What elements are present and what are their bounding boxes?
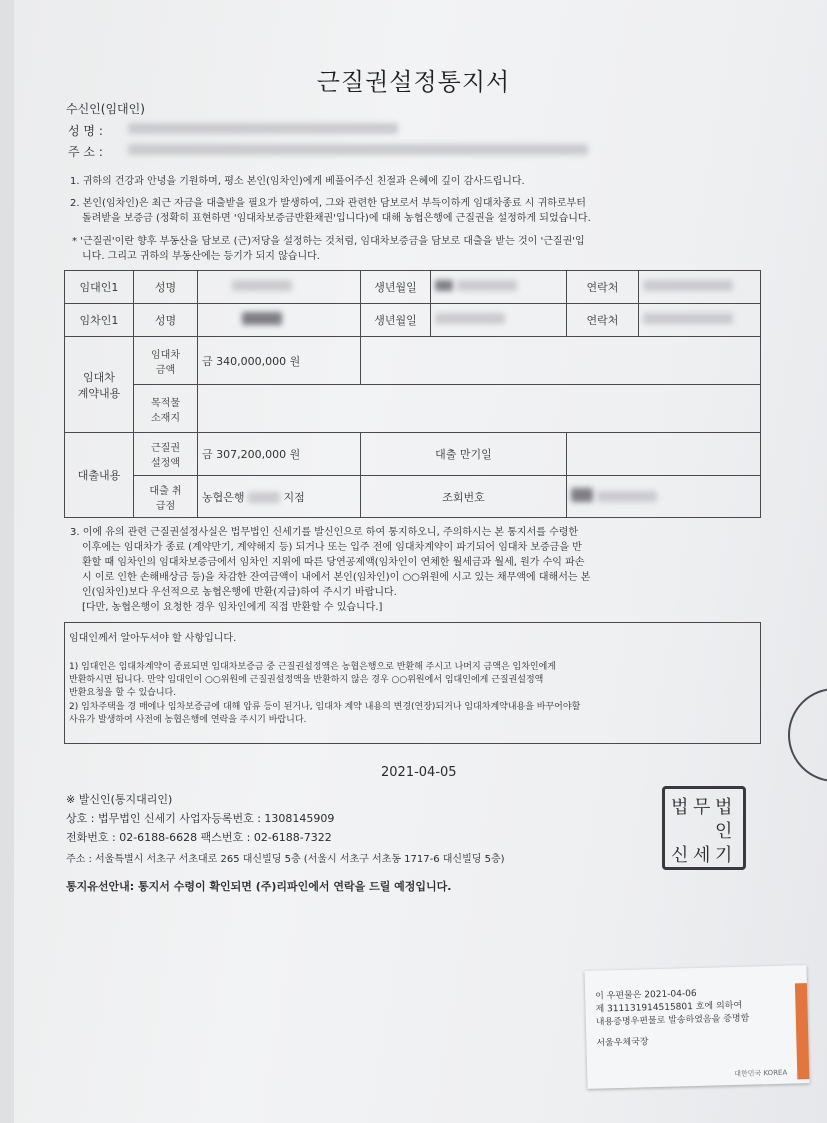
contract-section-label: 임대차 계약내용	[65, 337, 134, 433]
paragraph-3-line-1: 3. 이에 유의 관련 근질권설정사실은 법무법인 신세기를 발신인으로 하여 통지하오니, 주의하시는 본 통지서를 수령한	[70, 527, 579, 538]
paragraph-3-line-6: [다만, 농협은행이 요청한 경우 임차인에게 직접 반환할 수 있습니다.]	[82, 602, 383, 613]
loan-section-label: 대출내용	[65, 433, 134, 518]
sender-firm: 상호 : 법무법인 신세기 사업자등록번호 : 1308145909	[66, 812, 335, 825]
paragraph-3-line-3: 환할 때 임차인의 임대차보증금에서 임차인 지위에 따른 당연공제액(임차인이 연체한 월세금과 월세, 원가 수익 파손	[82, 557, 585, 568]
landlord-contact-label: 연락처	[567, 271, 639, 304]
landlord-name-value	[198, 271, 361, 304]
certified-mail-sticker	[584, 965, 809, 1089]
confirm-number-label: 조회번호	[361, 476, 567, 518]
tenant-label: 임차인1	[65, 304, 134, 337]
recipient-heading: 수신인(임대인)	[66, 102, 145, 116]
paragraph-3-line-5: 인(임차인)보다 우선적으로 농협은행에 반환(지급)하여 주시기 바랍니다.	[82, 587, 397, 598]
branch-label: 대출 취 급점	[134, 476, 198, 518]
notice-box-heading: 임대인께서 알아두셔야 할 사항입니다.	[69, 633, 237, 644]
recipient-name-label: 성 명 :	[68, 124, 103, 138]
landlord-notice-box	[64, 622, 761, 744]
receipt-orange-strip	[795, 983, 810, 1079]
sender-phone: 전화번호 : 02-6188-6628 팩스번호 : 02-6188-7322	[66, 831, 332, 844]
confirm-number-value	[567, 476, 761, 518]
paragraph-1: 1. 귀하의 건강과 안녕을 기원하며, 평소 본인(임차인)에게 베풀어주신 친절과 은혜에 깊이 감사드립니다.	[70, 176, 525, 187]
tenant-dob-value	[431, 304, 567, 337]
tenant-name-label: 성명	[134, 304, 198, 337]
notification-guide: 통지유선안내: 통지서 수령이 확인되면 (주)리파인에서 연락을 드릴 예정입니다.	[66, 880, 452, 893]
receipt-footer: 대한민국 KOREA	[734, 1068, 788, 1079]
receipt-text: 이 우편물은 2021-04-06 제 311131914515801 호에 의하여 내용증명우편물로 발송하였음을 증명함 서울우체국장	[595, 988, 750, 1049]
document-title: 근질권설정통지서	[316, 68, 511, 96]
loan-maturity-value	[567, 433, 761, 476]
pledge-amount-value: 금 307,200,000 원	[198, 433, 361, 476]
recipient-address-label: 주 소 :	[68, 145, 103, 159]
deposit-blank	[361, 337, 761, 385]
loan-maturity-label: 대출 만기일	[361, 433, 567, 476]
paragraph-2-line-2: 돌려받을 보증금 (정확히 표현하면 '임대차보증금반환채권'입니다)에 대해 농협은행에 근질권을 설정하게 되었습니다.	[82, 213, 591, 224]
sender-heading: ※ 발신인(통지대리인)	[66, 793, 173, 806]
notice-item-2: 2) 임차주택을 경 매에나 임차보증금에 대해 압류 등이 된거나, 임대차 계약 내용의 변경(연장)되거나 임대차계약내용을 바꾸어야할 사유가 발생하여 사전에 농협은행에 연락을 주시기 바랍니다.	[69, 702, 581, 725]
branch-value: 농협은행 지점	[198, 476, 361, 518]
location-label: 목적물 소재지	[134, 385, 198, 433]
landlord-dob-value	[431, 271, 567, 304]
redacted-address	[128, 144, 588, 155]
deposit-value: 금 340,000,000 원	[198, 337, 361, 385]
landlord-dob-label: 생년월일	[361, 271, 431, 304]
tenant-contact-value	[639, 304, 761, 337]
notice-item-1: 1) 임대인은 임대차계약이 종료되면 임대차보증금 중 근질권설정액은 농협은행으로 반환해 주시고 나머지 금액은 임차인에게 반환하시면 됩니다. 만약 임대인이 ○○위원에 근질권설정액을 반환하지 않은 경우 ○○위원에서 임대인에게 근질권설정액 반환요청을 할 수 있습니다.	[69, 662, 556, 698]
landlord-name-label: 성명	[134, 271, 198, 304]
pledge-info-table	[64, 270, 761, 518]
paragraph-3-line-4: 시 이로 인한 손해배상금 등)을 차감한 잔여금액이 내에서 본인(임차인)이 ○○위원에 시고 있는 채무액에 대해서는 본	[82, 572, 591, 583]
landlord-label: 임대인1	[65, 271, 134, 304]
note-line-1: * '근질권'이란 향후 부동산을 담보로 (근)저당을 설정하는 것처럼, 임대차보증금을 담보로 대출을 받는 것이 '근질권'입	[72, 236, 585, 247]
document-date: 2021-04-05	[381, 765, 457, 780]
law-firm-seal: 법 무 법 인 신 세 기	[662, 786, 746, 870]
sender-address: 주소 : 서울특별시 서초구 서초대로 265 대신빌딩 5층 (서울시 서초구 서초동 1717-6 대신빌딩 5층)	[66, 854, 505, 865]
note-line-2: 니다. 그리고 귀하의 부동산에는 등기가 되지 않습니다.	[82, 251, 320, 262]
tenant-contact-label: 연락처	[567, 304, 639, 337]
tenant-dob-label: 생년월일	[361, 304, 431, 337]
redacted-name	[128, 123, 398, 134]
paragraph-3-line-2: 이후에는 임대차가 종료 (계약만기, 계약해지 등) 되거나 또는 입주 전에 임대차계약이 파기되어 임대차 보증금을 반	[82, 542, 582, 553]
tenant-name-value	[198, 304, 361, 337]
deposit-label: 임대차 금액	[134, 337, 198, 385]
landlord-contact-value	[639, 271, 761, 304]
pledge-amount-label: 근질권 설정액	[134, 433, 198, 476]
location-value	[198, 385, 761, 433]
paragraph-2-line-1: 2. 본인(임차인)은 최근 자금을 대출받을 필요가 발생하여, 그와 관련한 담보로서 부득이하게 임대차종료 시 귀하로부터	[70, 198, 586, 209]
